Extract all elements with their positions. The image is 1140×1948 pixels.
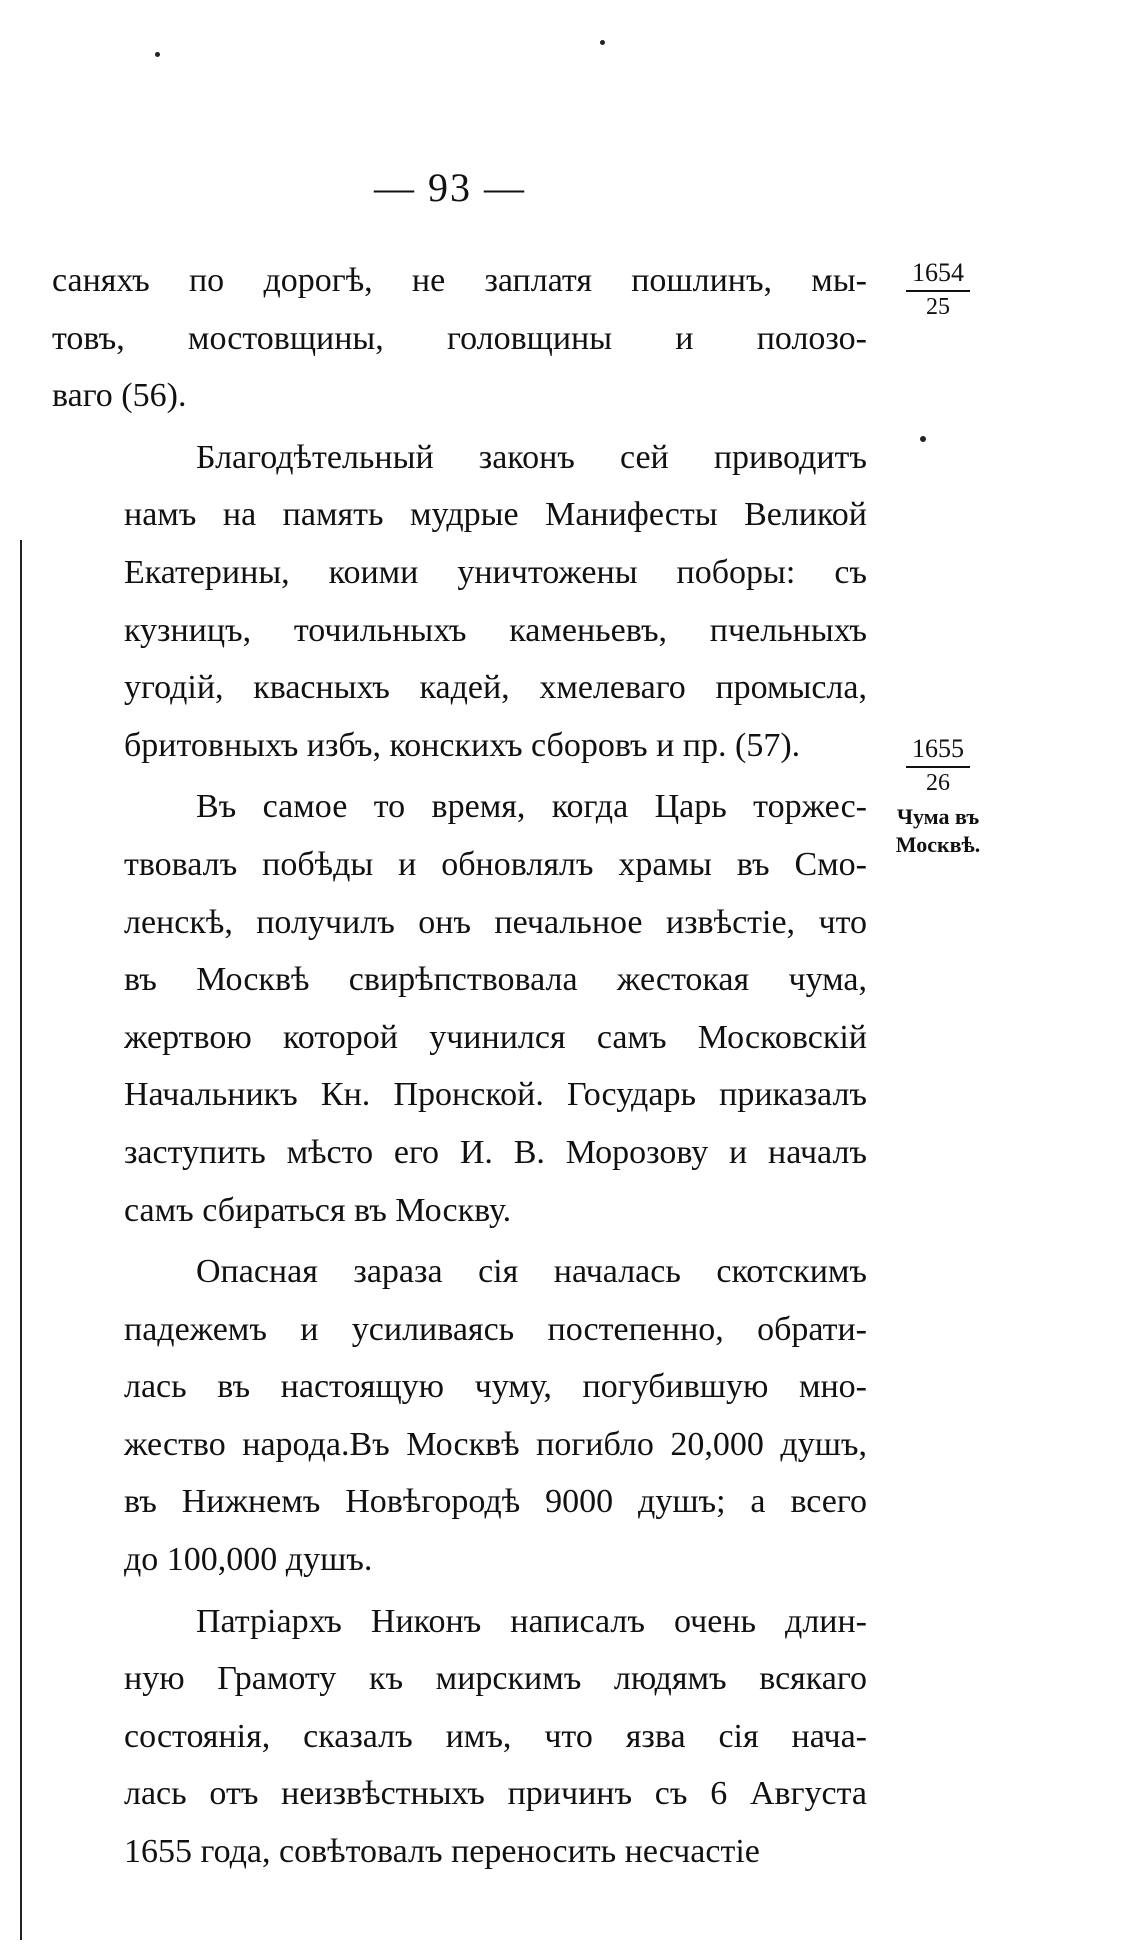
paragraph xyxy=(52,429,867,775)
text-line: намъ на память мудрые Манифесты Великой xyxy=(124,496,867,534)
text-line: кузницъ, точильныхъ каменьевъ, пчельныхъ xyxy=(124,611,867,649)
text-line: заступить мѣсто его И. В. Морозову и началъ xyxy=(124,1133,867,1171)
text-line: Въ самое то время, когда Царь торжес- xyxy=(196,788,867,826)
text-line: ную Грамоту къ мирскимъ людямъ всякаго xyxy=(124,1660,867,1698)
text-line: лась въ настоящую чуму, погубившую мно- xyxy=(124,1368,867,1406)
text-line: въ Москвѣ свирѣпствовала жестокая чума, xyxy=(124,961,867,999)
text-line: твовалъ побѣды и обновлялъ храмы въ Смо- xyxy=(124,845,867,883)
text-line: до 100,000 душъ. xyxy=(124,1541,373,1579)
margin-number: 25 xyxy=(926,294,950,320)
text-line: Патріархъ Никонъ написалъ очень длин- xyxy=(196,1602,867,1640)
text-line: угодій, квасныхъ кадей, хмелеваго промысла, xyxy=(124,669,867,707)
text-line: падежемъ и усиливаясь постепенно, обрати- xyxy=(124,1310,867,1348)
margin-note-1655 xyxy=(868,734,1008,859)
text-line: жертвою которой учинился самъ Московскій xyxy=(124,1018,867,1056)
text-line: жество народа.Въ Москвѣ погибло 20,000 душъ, xyxy=(124,1425,867,1463)
text-line: Опасная зараза сія началась скотскимъ xyxy=(196,1253,867,1291)
margin-note-1654 xyxy=(868,258,1008,321)
paragraph xyxy=(52,778,867,1239)
text-line: Екатерины, коими уничтожены поборы: съ xyxy=(124,553,867,591)
ink-speck xyxy=(600,40,605,45)
text-line: бритовныхъ избъ, конскихъ сборовъ и пр. (57). xyxy=(124,726,801,764)
page-number: — 93 — xyxy=(374,165,526,210)
text-line: 1655 года, совѣтовалъ переносить несчастіе xyxy=(124,1833,760,1871)
margin-label-line: Чума въ xyxy=(896,804,980,829)
text-line: саняхъ по дорогѣ, не заплатя пошлинъ, мы- xyxy=(52,262,867,299)
margin-label xyxy=(868,803,1008,859)
margin-label-line: Москвѣ. xyxy=(895,832,981,857)
text-line: ленскѣ, получилъ онъ печальное извѣстіе, что xyxy=(124,903,867,941)
page-edge-rule xyxy=(20,540,22,1940)
body-text xyxy=(52,252,867,1885)
margin-year: 1654 xyxy=(906,258,970,292)
text-line: въ Нижнемъ Новѣгородѣ 9000 душъ; а всего xyxy=(124,1483,867,1521)
margin-year: 1655 xyxy=(906,734,970,768)
paragraph xyxy=(52,1243,867,1589)
text-line: ваго (56). xyxy=(52,377,187,415)
text-line: самъ сбираться въ Москву. xyxy=(124,1191,512,1229)
text-line: лась отъ неизвѣстныхъ причинъ съ 6 Августа xyxy=(124,1775,867,1813)
ink-speck xyxy=(155,52,160,57)
text-line: Начальникъ Кн. Пронской. Государь приказалъ xyxy=(124,1076,867,1114)
ink-speck xyxy=(920,436,926,442)
paragraph xyxy=(52,1593,867,1881)
margin-number: 26 xyxy=(926,770,950,796)
paragraph xyxy=(52,252,867,425)
text-line: товъ, мостовщины, головщины и полозо- xyxy=(52,319,867,357)
text-line: Благодѣтельный законъ сей приводитъ xyxy=(196,438,867,476)
text-line: состоянія, сказалъ имъ, что язва сія нача- xyxy=(124,1717,867,1755)
